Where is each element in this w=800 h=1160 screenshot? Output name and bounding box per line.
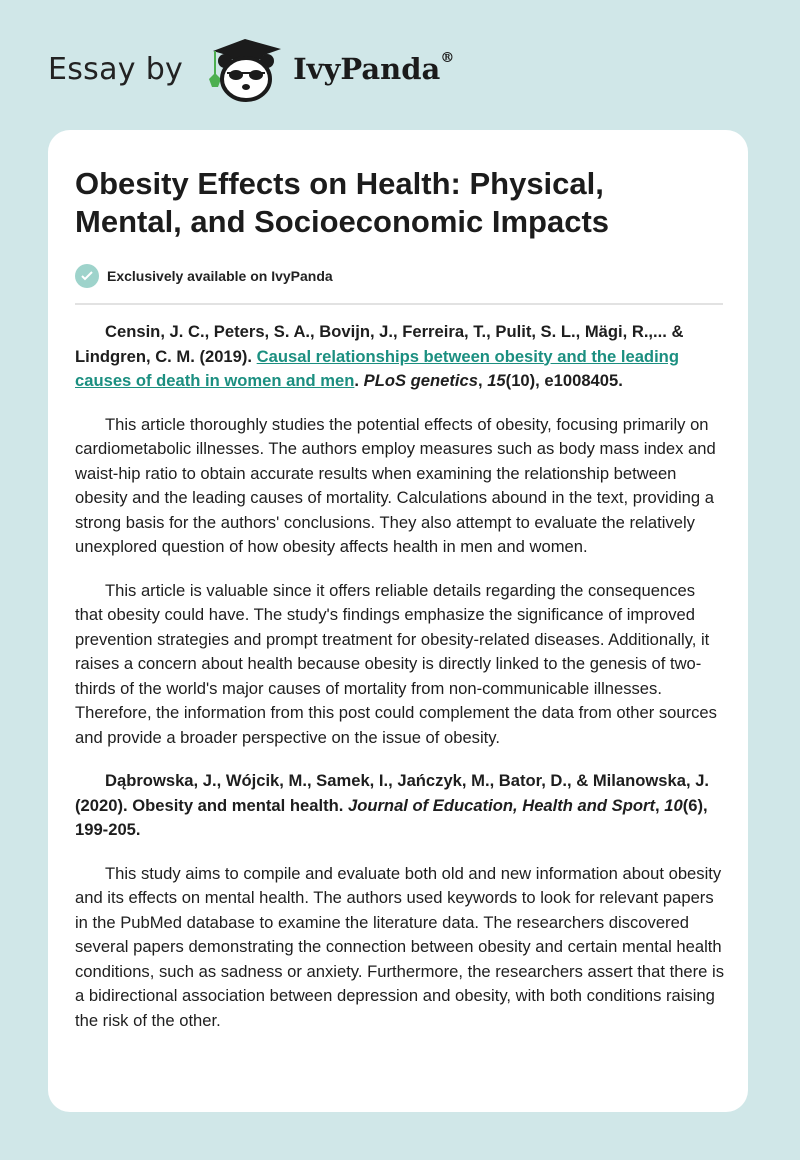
ref-issue-pages: (10), e1008405.	[505, 371, 623, 390]
ref-volume: 10	[664, 795, 683, 815]
ref-volume: 15	[487, 371, 506, 390]
paragraph: This article is valuable since it offers reliable details regarding the consequences that obesity could have. The study's findings emphasize the significance of improved prevention strategies and prompt treatment for obesity-related diseases. Additionally, it raises a concern about health because obesity is directly linked to the genesis of two-thirds of the world's major causes of mortality from non-communicable illnesses. Therefore, the information from this post could complement the data from other sources and provide a broader perspective on the issue of obesity.	[75, 580, 717, 747]
essay-body	[75, 320, 725, 1052]
badge-text: Exclusively available on IvyPanda	[107, 268, 333, 284]
paragraph: This article thoroughly studies the potential effects of obesity, focusing primarily on cardiometabolic illnesses. The authors employ measures such as body mass index and waist-hip ratio to obtain accurate results when examining the relationship between obesity and the leading causes of mortality. Calculations abound in the text, providing a strong basis for the authors' conclusions. They also attempt to evaluate the relatively unexplored question of how obesity affects health in men and women.	[75, 414, 716, 556]
ref-sep: ,	[477, 371, 488, 390]
panda-logo-icon[interactable]	[201, 35, 287, 103]
ref-sep: ,	[654, 795, 665, 815]
registered-mark: ®	[440, 50, 455, 66]
reference-2	[75, 769, 725, 843]
brand-text: IvyPanda	[293, 52, 441, 86]
essay-by-label: Essay by	[48, 51, 184, 87]
check-icon	[75, 264, 99, 288]
page-title: Obesity Effects on Health: Physical, Mental, and Socioeconomic Impacts	[75, 166, 610, 239]
ref-journal: Journal of Education, Health and Sport	[347, 795, 655, 815]
paragraph: This study aims to compile and evaluate both old and new information about obesity and its effects on mental health. The authors used keywords to look for relevant papers in the PubMed database to examine the literature data. The researchers discovered several papers demonstrating the connection between obesity and certain mental health conditions, such as sadness or anxiety. Furthermore, the researchers assert that there is a bidirectional association between depression and obesity, with both conditions raising the risk of the other.	[75, 863, 724, 1030]
brand-name[interactable]	[293, 52, 454, 86]
ref-authors: Dąbrowska, J., Wójcik, M., Samek, I., Jańczyk, M., Bator, D., & Milanowska, J. (2020).	[75, 771, 710, 815]
divider	[75, 303, 723, 305]
essay-card	[48, 130, 748, 1112]
ref-sep: .	[354, 371, 364, 390]
exclusive-badge	[75, 264, 333, 288]
ref-authors: Censin, J. C., Peters, S. A., Bovijn, J., Ferreira, T., Pulit, S. L., Mägi, R.,... & Lindgren, C. M. (2019).	[75, 322, 684, 366]
ref-title: Obesity and mental health.	[132, 795, 348, 815]
site-header	[48, 34, 454, 104]
ref-title-link[interactable]: Causal relationships between obesity and the leading causes of death in women and men	[75, 346, 679, 390]
ref-journal: PLoS genetics	[363, 371, 478, 390]
reference-1	[75, 320, 725, 394]
ref-issue-pages: (6), 199-205.	[75, 795, 708, 839]
